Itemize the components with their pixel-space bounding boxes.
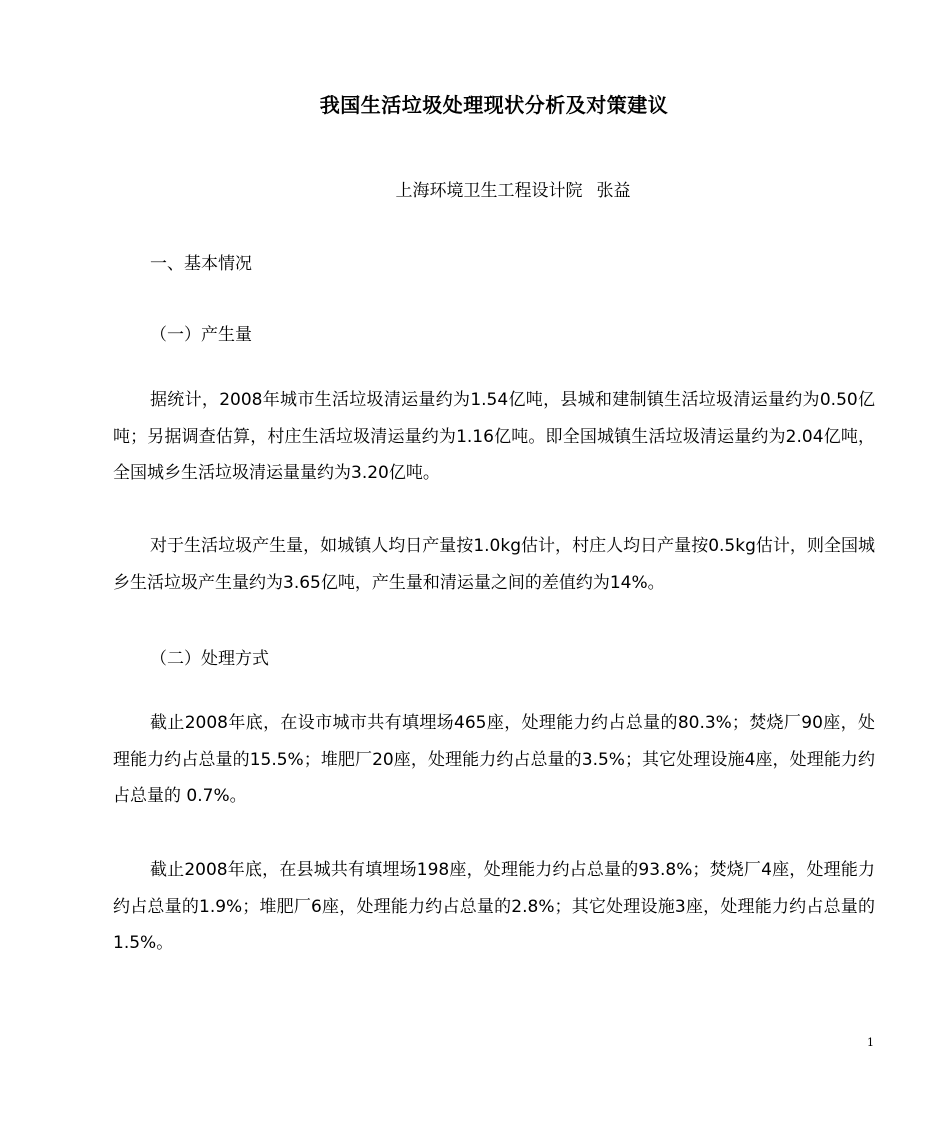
paragraph-generation-estimate: 对于生活垃圾产生量，如城镇人均日产量按1.0kg估计，村庄人均日产量按0.5kg估计，则全国城乡生活垃圾产生量约为3.65亿吨，产生量和清运量之间的差值约为14%。 <box>113 536 875 593</box>
subsection-heading-treatment-methods: （二）处理方式 <box>150 649 269 669</box>
paragraph-city-facilities: 截止2008年底，在设市城市共有填埋场465座，处理能力约占总量的80.3%；焚烧厂90座，处理能力约占总量的15.5%；堆肥厂20座，处理能力约占总量的3.5%；其它处理设施4座，处理能力约占总量的 0.7%。 <box>113 713 875 806</box>
paragraph-county-facilities: 截止2008年底，在县城共有填埋场198座，处理能力约占总量的93.8%；焚烧厂4座，处理能力约占总量的1.9%；堆肥厂6座，处理能力约占总量的2.8%；其它处理设施3座，处理能力约占总量的1.5%。 <box>113 860 875 953</box>
author-name: 张益 <box>596 181 631 201</box>
paragraph-collection-volume: 据统计，2008年城市生活垃圾清运量约为1.54亿吨，县城和建制镇生活垃圾清运量约为0.50亿吨；另据调查估算，村庄生活垃圾清运量约为1.16亿吨。即全国城镇生活垃圾清运量约为2.04亿吨，全国城乡生活垃圾清运量量约为3.20亿吨。 <box>113 390 875 483</box>
subsection-heading-generation: （一）产生量 <box>150 325 252 345</box>
document-title: 我国生活垃圾处理现状分析及对策建议 <box>319 93 669 117</box>
section-heading-basic-situation: 一、基本情况 <box>150 254 252 274</box>
page-number: 1 <box>867 1036 874 1049</box>
author-line <box>0 176 950 201</box>
author-organization: 上海环境卫生工程设计院 <box>395 181 583 201</box>
